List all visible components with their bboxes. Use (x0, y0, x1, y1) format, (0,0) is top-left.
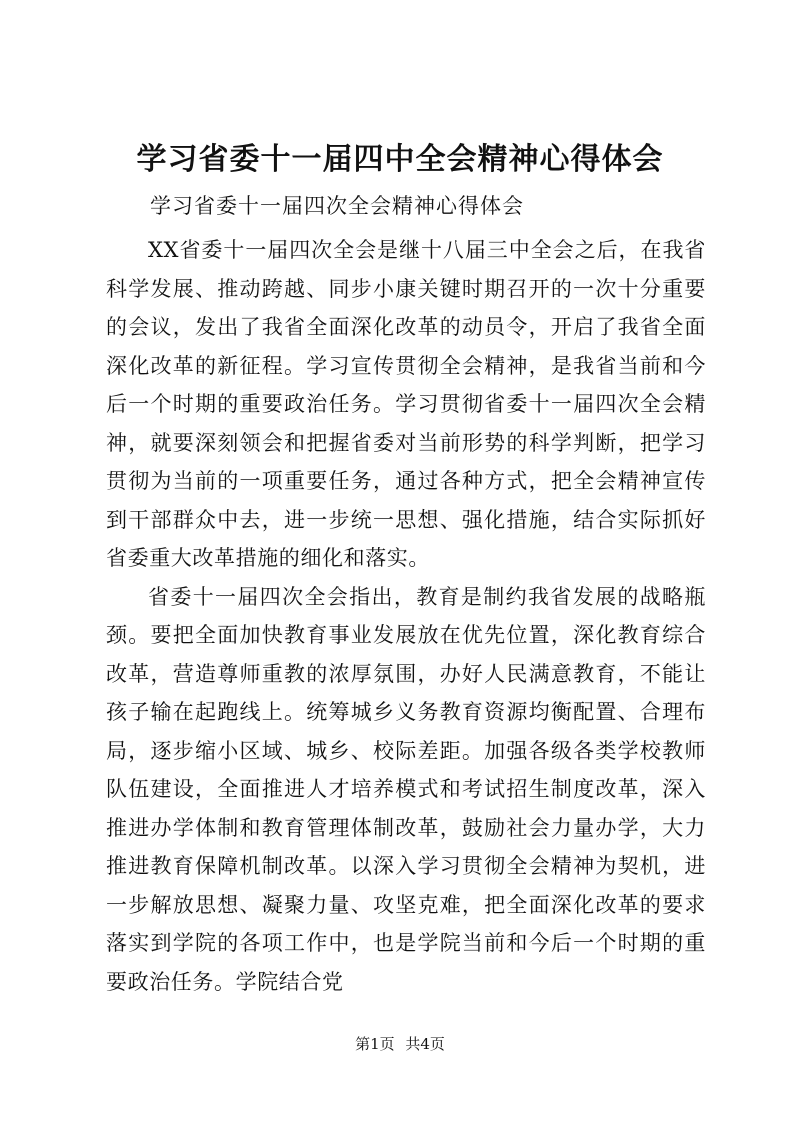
page-total: 共4页 (405, 1035, 445, 1053)
paragraph: 省委十一届四次全会指出，教育是制约我省发展的战略瓶颈。要把全面加快教育事业发展放在优先位置，深化教育综合改革，营造尊师重教的浓厚氛围，办好人民满意教育，不能让孩子输在起跑线上。统筹城乡义务教育资源均衡配置、合理布局，逐步缩小区域、城乡、校际差距。加强各级各类学校教师队伍建设，全面推进人才培养模式和考试招生制度改革，深入推进办学体制和教育管理体制改革，鼓励社会力量办学，大力推进教育保障机制改革。以深入学习贯彻全会精神为契机，进一步解放思想、凝聚力量、攻坚克难，把全面深化改革的要求落实到学院的各项工作中，也是学院当前和今后一个时期的重要政治任务。学院结合党 (106, 584, 706, 994)
document-title: 学习省委十一届四中全会精神心得体会 (136, 142, 664, 177)
page-footer (0, 1034, 800, 1054)
document-body (106, 231, 706, 1001)
page-number: 第1页 (355, 1035, 395, 1053)
document-subtitle: 学习省委十一届四次全会精神心得体会 (150, 194, 524, 218)
paragraph: XX省委十一届四次全会是继十八届三中全会之后，在我省科学发展、推动跨越、同步小康关键时期召开的一次十分重要的会议，发出了我省全面深化改革的动员令，开启了我省全面深化改革的新征程。学习宣传贯彻全会精神，是我省当前和今后一个时期的重要政治任务。学习贯彻省委十一届四次全会精神，就要深刻领会和把握省委对当前形势的科学判断，把学习贯彻为当前的一项重要任务，通过各种方式，把全会精神宣传到干部群众中去，进一步统一思想、强化措施，结合实际抓好省委重大改革措施的细化和落实。 (106, 238, 706, 570)
